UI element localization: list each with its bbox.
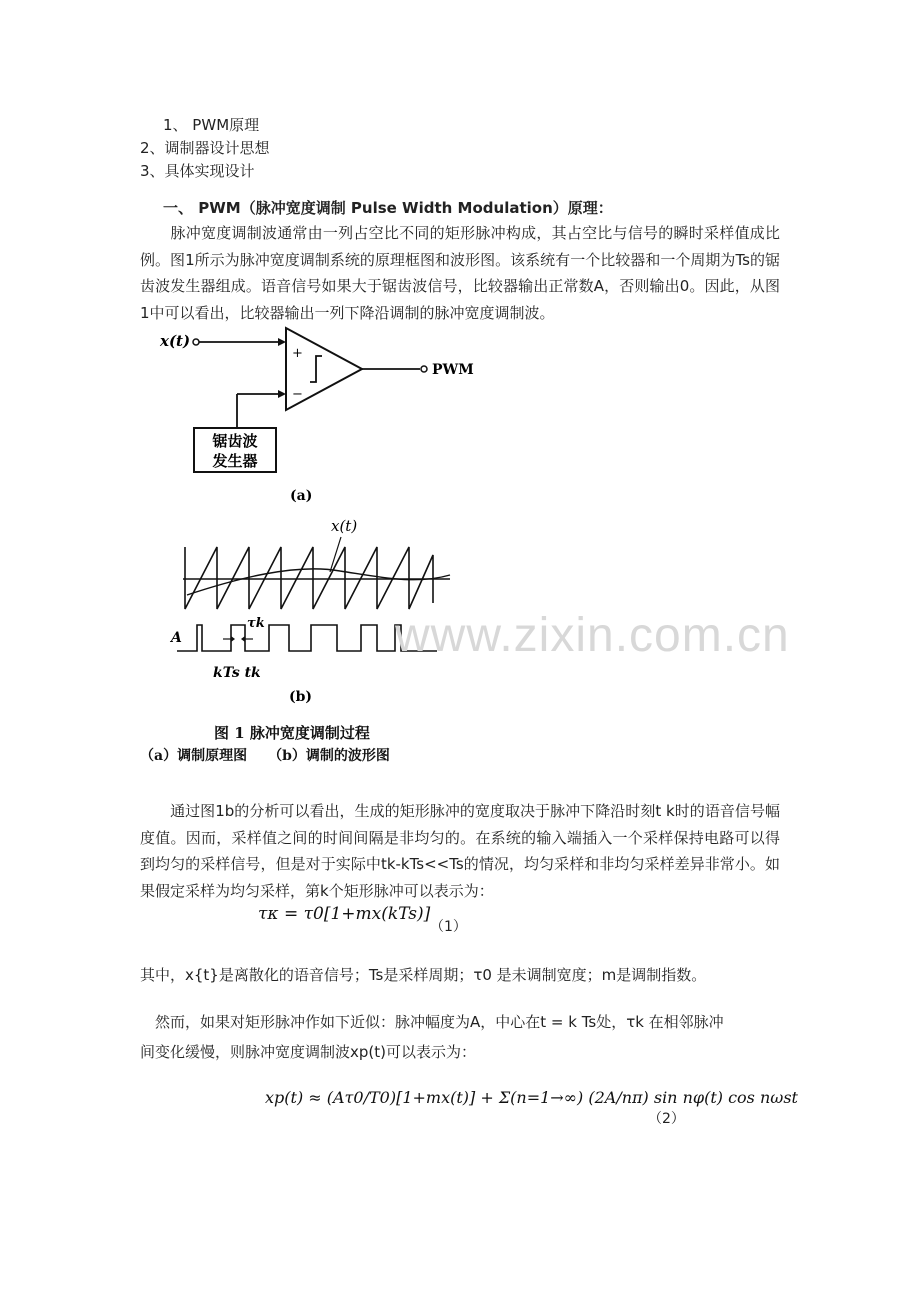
section-heading: 一、 PWM（脉冲宽度调制 Pulse Width Modulation）原理：	[163, 199, 613, 217]
generator-label-1: 锯齿波	[212, 432, 258, 450]
equation-1-number: （1）	[430, 919, 467, 935]
figure-caption: 图 1 脉冲宽度调制过程	[214, 724, 370, 742]
input-arrow	[278, 338, 286, 346]
tau-arrowhead-left	[231, 636, 235, 642]
intro-paragraph-text: 脉冲宽度调制波通常由一列占空比不同的矩形脉冲构成，其占空比与信号的瞬时采样值成比例。图1所示为脉冲宽度调制系统的原理框图和波形图。该系统有一个比较器和一个周期为Ts的锯齿波发生器组成。语音信号如果大于锯齿波信号，比较器输出正常数A，否则输出0。因此，从图1中可以看出，比较器输出一列下降沿调制的脉冲宽度调制波。	[140, 224, 780, 322]
equation-1: τκ = τ0[1+mx(kTs)]	[258, 904, 431, 924]
time-label: kTs tk	[213, 665, 261, 681]
intro-paragraph	[140, 220, 780, 326]
equation-2-number: （2）	[648, 1111, 685, 1127]
comparator-step-icon	[310, 356, 322, 382]
tau-arrowhead-right	[241, 636, 245, 642]
toc-item-3: 3、具体实现设计	[140, 162, 255, 180]
watermark-text: www.zixin.com.cn	[395, 609, 790, 662]
equation-2: xp(t) ≈ (Aτ0/T0)[1+mx(t)] + Σ(n=1→∞) (2A/nπ) sin nφ(t) cos nωst	[265, 1088, 798, 1107]
input-label: x(t)	[160, 332, 191, 350]
minus-sign: −	[292, 387, 303, 402]
signal-label: x(t)	[331, 517, 358, 535]
block-diagram	[150, 320, 490, 510]
plus-sign: +	[292, 346, 303, 361]
approximation-line-1: 然而，如果对矩形脉冲作如下近似：脉冲幅度为A，中心在t = k Ts处，τk 在相邻脉冲	[140, 1013, 724, 1031]
input-terminal	[193, 339, 199, 345]
tau-label: τk	[247, 616, 265, 631]
generator-label-2: 发生器	[212, 452, 258, 470]
minus-arrow	[278, 390, 286, 398]
figure-label-a: (a)	[290, 488, 313, 504]
toc-item-1: 1、 PWM原理	[163, 116, 260, 134]
output-label: PWM	[432, 362, 474, 378]
figure-label-b: (b)	[289, 689, 313, 705]
figure-subcaption: （a）调制原理图 （b）调制的波形图	[140, 748, 390, 764]
approximation-line-2: 间变化缓慢，则脉冲宽度调制波xp(t)可以表示为：	[140, 1043, 476, 1061]
analysis-paragraph	[140, 798, 780, 904]
sawtooth-wave	[185, 547, 433, 609]
analysis-paragraph-text: 通过图1b的分析可以看出，生成的矩形脉冲的宽度取决于脉冲下降沿时刻t k时的语音信号幅度值。因而，采样值之间的时间间隔是非均匀的。在系统的输入端插入一个采样保持电路可以得到均匀的采样信号，但是对于实际中tk-kTs<<Ts的情况，均匀采样和非均匀采样差异非常小。如果假定采样为均匀采样，第k个矩形脉冲可以表示为：	[140, 802, 780, 900]
definitions-line: 其中，x{t}是离散化的语音信号；Ts是采样周期；τ0 是未调制宽度；m是调制指数。	[140, 966, 707, 984]
toc-item-2: 2、调制器设计思想	[140, 139, 270, 157]
amplitude-label: A	[171, 630, 182, 646]
output-terminal	[421, 366, 427, 372]
